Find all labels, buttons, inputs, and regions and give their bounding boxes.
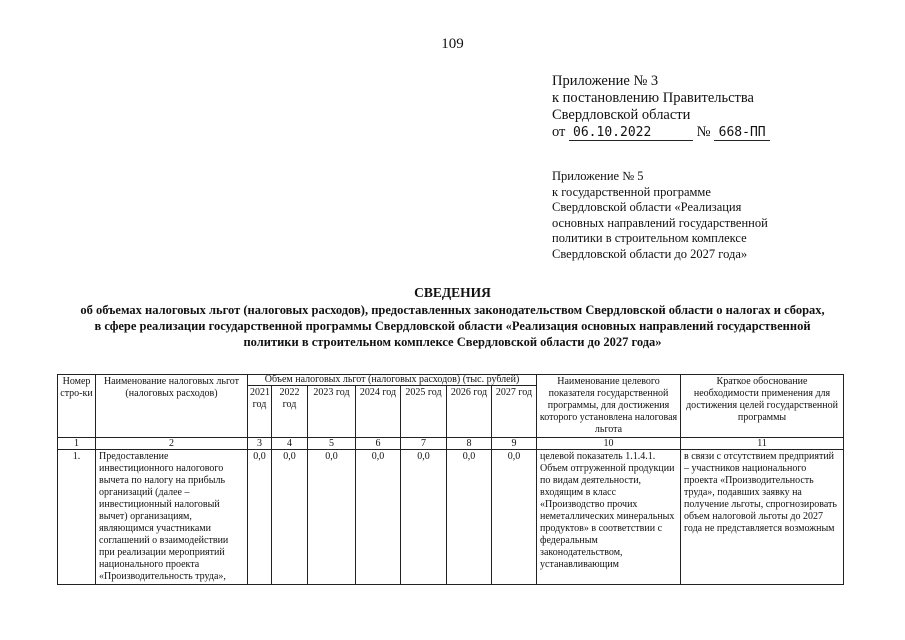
- appendix-5-line: Приложение № 5: [552, 169, 644, 183]
- appendix-5-block: [552, 169, 768, 262]
- number-prefix: №: [696, 124, 711, 140]
- column-number: 4: [272, 438, 308, 450]
- appendix-3-line: Свердловской области: [552, 107, 691, 123]
- header-year: 2027 год: [492, 386, 537, 438]
- number-field: 668-ПП: [714, 126, 770, 141]
- column-number: 2: [96, 438, 248, 450]
- header-name: Наименование налоговых льгот (налоговых расходов): [96, 375, 248, 438]
- header-year: 2024 год: [356, 386, 401, 438]
- column-number: 10: [537, 438, 681, 450]
- table-row: [58, 450, 844, 585]
- row-target: целевой показатель 1.1.4.1. Объем отгруженной продукции по видам деятельности, входящим в класс «Производство прочих неметаллических минеральных продуктов» в соответствии с федеральным законодательством, устанавливающим: [537, 450, 681, 585]
- subtitle-line: в сфере реализации государственной программы Свердловской области «Реализация основных направлений государственной: [94, 319, 811, 333]
- date-field: 06.10.2022: [569, 126, 693, 141]
- page-number: 109: [441, 36, 464, 52]
- header-year: 2021 год: [248, 386, 272, 438]
- row-value: 0,0: [248, 450, 272, 585]
- header-justification: Краткое обоснование необходимости применения для достижения целей государственной программы: [681, 375, 844, 438]
- header-year: 2026 год: [447, 386, 492, 438]
- column-number: 7: [401, 438, 447, 450]
- row-value: 0,0: [492, 450, 537, 585]
- header-year: 2025 год: [401, 386, 447, 438]
- appendix-5-line: основных направлений государственной: [552, 215, 768, 230]
- appendix-5-line: Свердловской области «Реализация: [552, 200, 742, 214]
- appendix-3-line: к постановлению Правительства: [552, 90, 754, 106]
- appendix-5-line: Свердловской области до 2027 года»: [552, 246, 748, 261]
- row-value: 0,0: [447, 450, 492, 585]
- column-number: 9: [492, 438, 537, 450]
- header-year: 2023 год: [308, 386, 356, 438]
- appendix-3-block: [552, 73, 770, 141]
- appendix-3-date-line: [552, 124, 770, 141]
- header-target: Наименование целевого показателя государственной программы, для достижения которого установлена налоговая льгота: [537, 375, 681, 438]
- appendix-5-line: политики в строительном комплексе: [552, 231, 747, 245]
- row-value: 0,0: [401, 450, 447, 585]
- document-subtitle: [0, 302, 905, 350]
- column-number: 6: [356, 438, 401, 450]
- column-number: 5: [308, 438, 356, 450]
- appendix-3-title: Приложение № 3: [552, 73, 659, 89]
- subtitle-line: политики в строительном комплексе Свердловской области до 2027 года»: [243, 335, 662, 349]
- table-header-row: [58, 375, 844, 386]
- header-row-number: Номер стро-ки: [58, 375, 96, 438]
- tax-benefits-table: [57, 374, 844, 585]
- subtitle-line: об объемах налоговых льгот (налоговых расходов), предоставленных законодательством Свердловской области о налогах и сборах,: [80, 303, 825, 317]
- document-title: СВЕДЕНИЯ: [414, 285, 491, 300]
- header-year: 2022 год: [272, 386, 308, 438]
- header-volume: Объем налоговых льгот (налоговых расходов) (тыс. рублей): [248, 375, 537, 386]
- date-prefix: от: [552, 124, 566, 140]
- column-number: 3: [248, 438, 272, 450]
- row-justification: в связи с отсутствием предприятий – участников национального проекта «Производительность труда», подавших заявку на получение льготы, спрогнозировать объем налоговой льготы до 2027 года не представляется возможным: [681, 450, 844, 585]
- column-numbers-row: [58, 438, 844, 450]
- column-number: 11: [681, 438, 844, 450]
- row-name: Предоставление инвестиционного налогового вычета по налогу на прибыль организаций (далее – инвестиционный налоговый вычет) организациям, являющимся участниками соглашений о взаимодействии при реализации мероприятий национального проекта «Производительность труда»,: [96, 450, 248, 585]
- column-number: 1: [58, 438, 96, 450]
- row-value: 0,0: [272, 450, 308, 585]
- row-value: 0,0: [308, 450, 356, 585]
- row-number: 1.: [58, 450, 96, 585]
- row-value: 0,0: [356, 450, 401, 585]
- appendix-5-line: к государственной программе: [552, 184, 711, 199]
- column-number: 8: [447, 438, 492, 450]
